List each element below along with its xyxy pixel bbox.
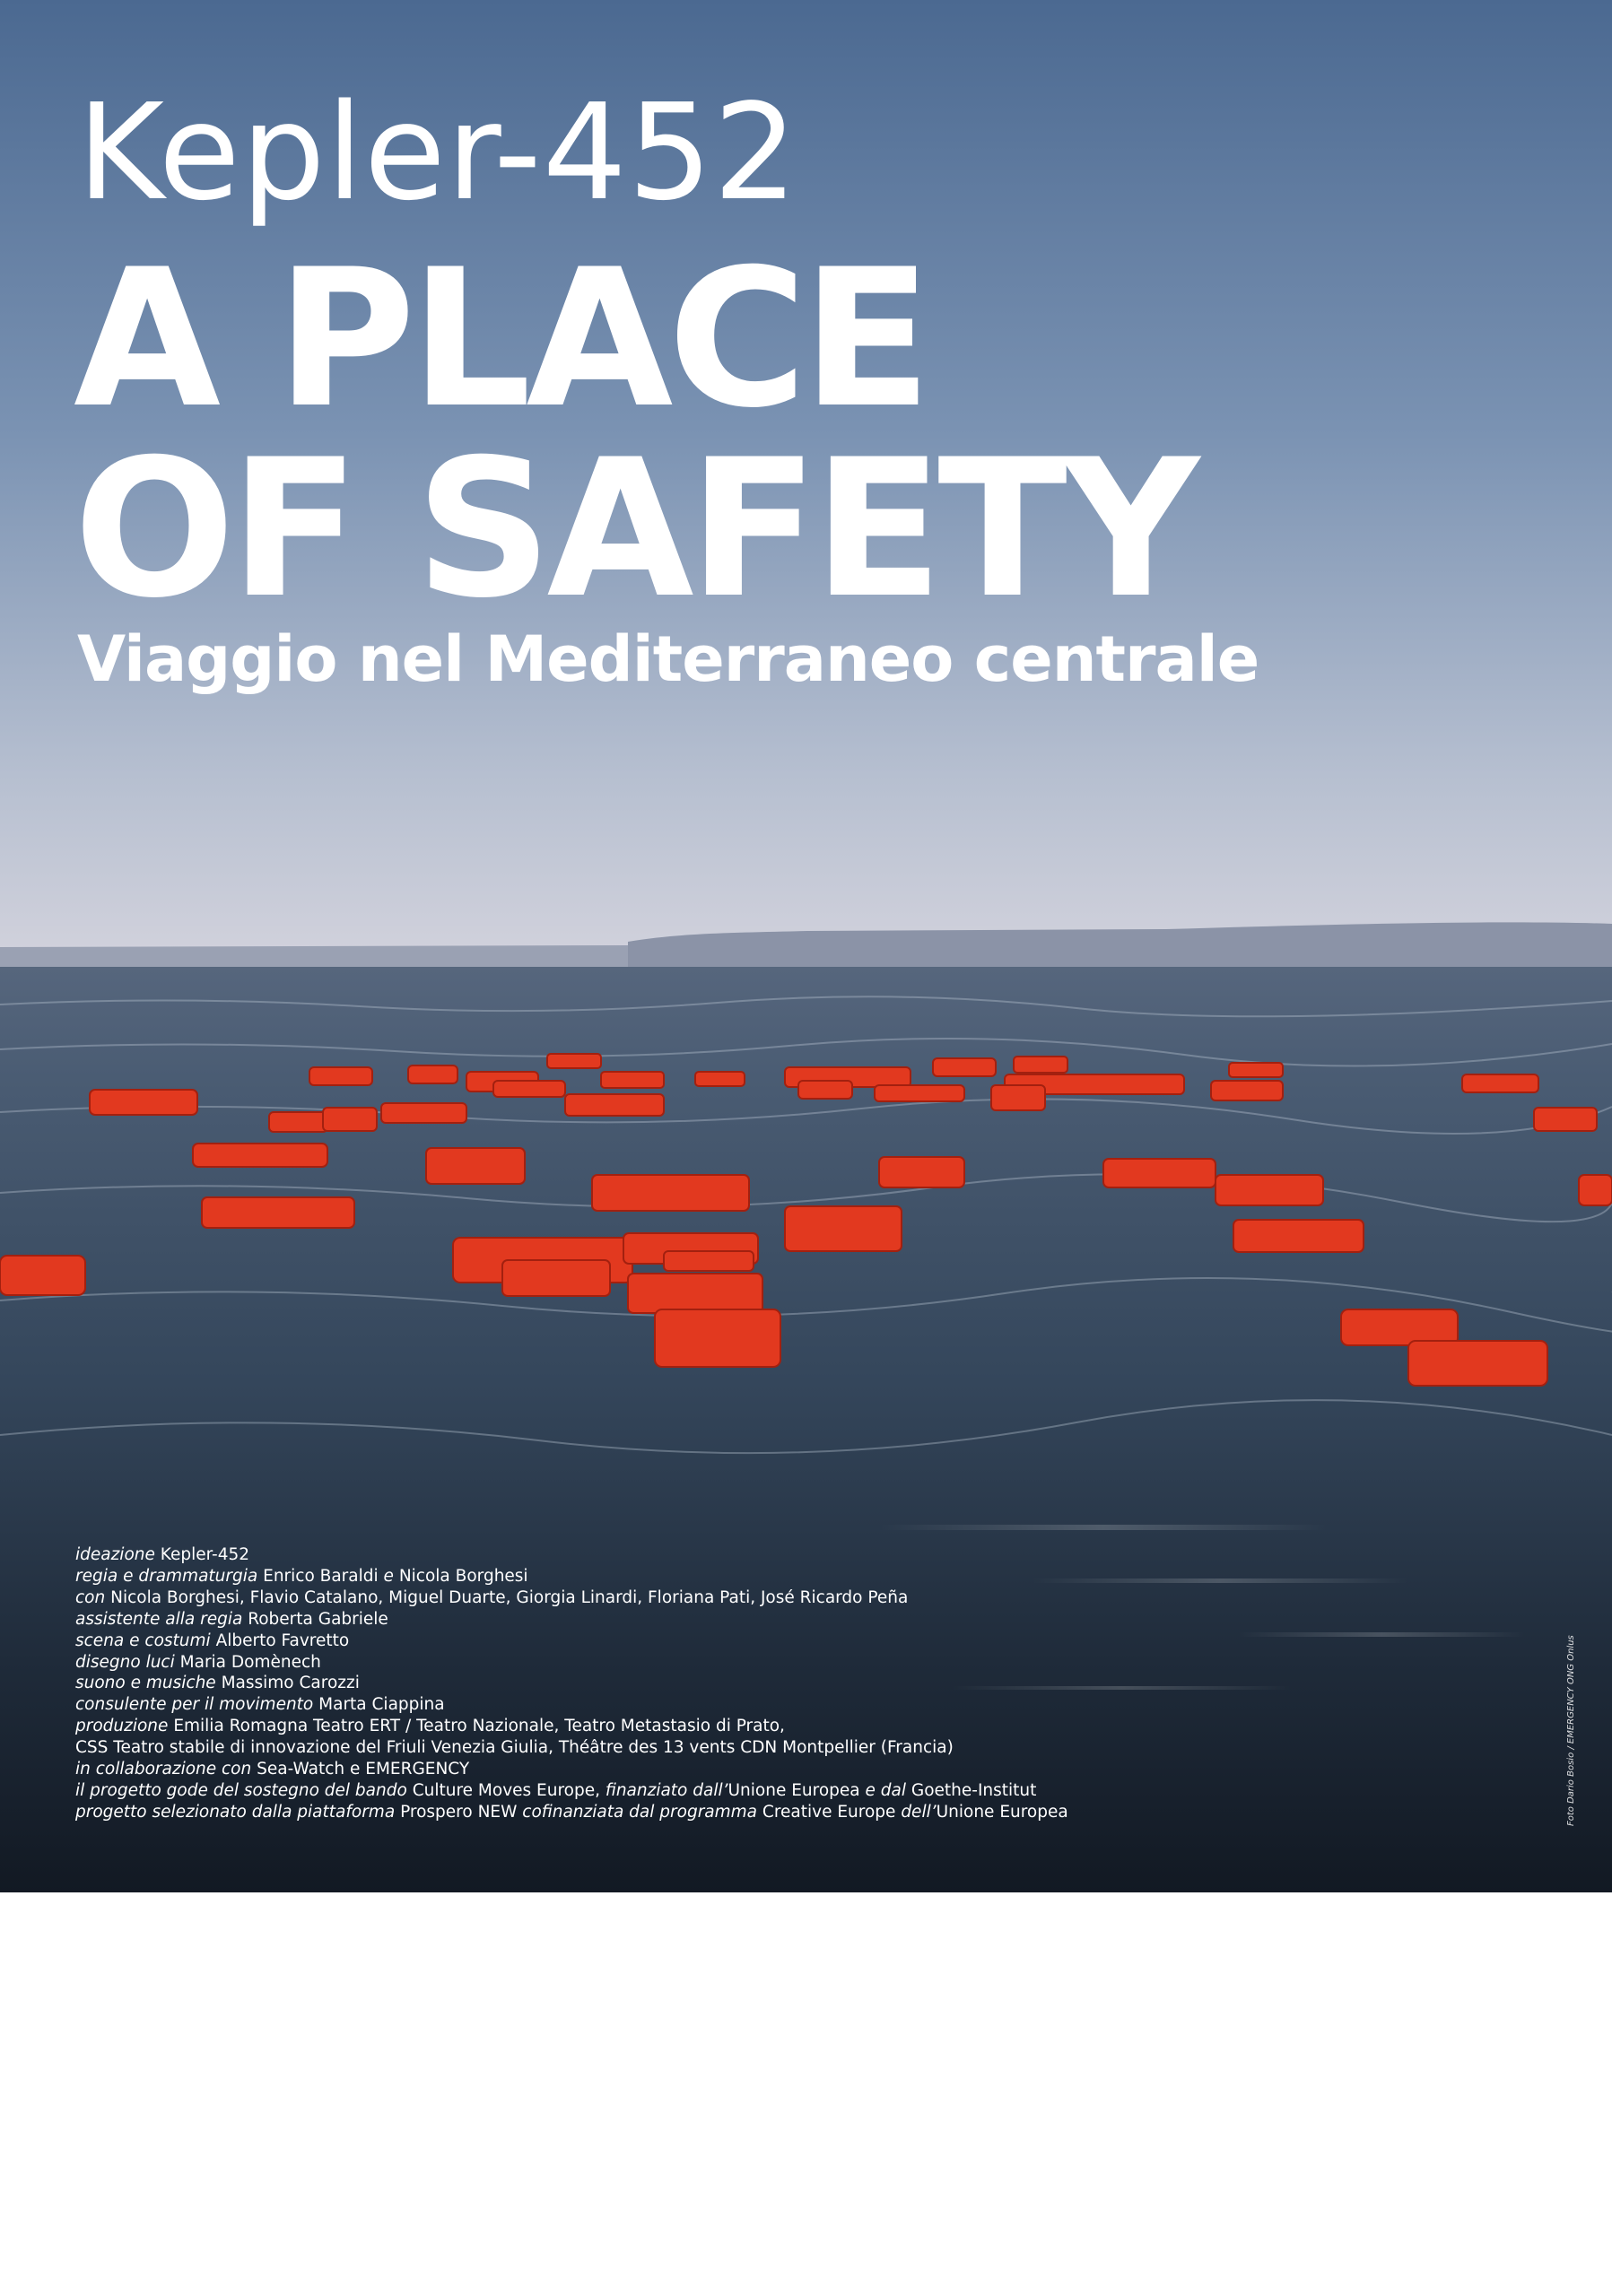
title-line-2: OF SAFETY [74,418,1195,639]
credit-value: Nicola Borghesi, Flavio Catalano, Miguel Duarte, Giorgia Linardi, Floriana Pati, José Ricardo Peña [110,1587,909,1607]
credit-value: Marta Ciappina [318,1695,445,1715]
credit-label: e [383,1566,394,1586]
credit-label: dell’ [901,1802,937,1822]
company-name: Kepler-452 [77,75,799,230]
credit-value: Roberta Gabriele [248,1609,388,1629]
distant-coast-left [0,945,628,969]
credit-label: finanziato dall’ [605,1780,728,1800]
credit-scena [75,1631,1331,1652]
credit-label: suono e musiche [75,1674,216,1693]
credit-label: in collaborazione con [75,1760,252,1779]
credit-value: Prospero NEW [400,1802,518,1822]
credit-regia [75,1566,1331,1587]
credit-label: con [75,1587,106,1607]
credit-value: Unione Europea [728,1780,860,1800]
credit-label: progetto selezionato dalla piattaforma [75,1802,396,1822]
show-title [74,228,1195,639]
credit-value: Alberto Favretto [215,1631,350,1650]
credit-produzione [75,1716,1331,1737]
credit-collaborazione [75,1759,1331,1780]
credit-value: Goethe-Institut [911,1780,1037,1800]
credit-label: consulente per il movimento [75,1695,314,1715]
credit-label: assistente alla regia [75,1609,243,1629]
credit-produzione-cont [75,1737,1331,1759]
credit-value: Massimo Carozzi [221,1674,360,1693]
credit-value: Maria Domènech [179,1652,321,1672]
credit-label: e dal [865,1780,906,1800]
credit-label: disegno luci [75,1652,175,1672]
credit-value: Creative Europe [762,1802,896,1822]
credit-label: il progetto gode del sostegno del bando [75,1780,407,1800]
credit-value: Unione Europea [936,1802,1068,1822]
credit-value: Nicola Borghesi [398,1566,528,1586]
credit-label: produzione [75,1717,169,1736]
credit-movimento [75,1694,1331,1716]
credits-block [75,1544,1331,1823]
credit-value: CSS Teatro stabile di innovazione del Friuli Venezia Giulia, Théâtre des 13 vents CDN Montpellier (Francia) [75,1738,954,1758]
credit-label: scena e costumi [75,1631,211,1650]
credit-value: Kepler-452 [160,1545,250,1564]
credit-value: Culture Moves Europe, [412,1780,600,1800]
credit-luci [75,1652,1331,1674]
credit-con [75,1587,1331,1609]
credit-value: Emilia Romagna Teatro ERT / Teatro Nazionale, Teatro Metastasio di Prato, [173,1717,785,1736]
photo-credit: Foto Dario Bosio / EMERGENCY ONG Onlus [1566,1635,1576,1826]
credit-sostegno [75,1780,1331,1802]
credit-selezionato [75,1802,1331,1823]
credit-ideazione [75,1544,1331,1566]
credit-value: Sea-Watch e EMERGENCY [257,1760,470,1779]
credit-value: Enrico Baraldi [263,1566,379,1586]
credit-label: ideazione [75,1545,155,1564]
credit-label: regia e drammaturgia [75,1566,258,1586]
credit-assistente [75,1609,1331,1631]
title-line-1: A PLACE [74,228,927,449]
credit-suono [75,1673,1331,1694]
credit-label: cofinanziata dal programma [522,1802,758,1822]
show-subtitle: Viaggio nel Mediterraneo centrale [77,622,1259,696]
